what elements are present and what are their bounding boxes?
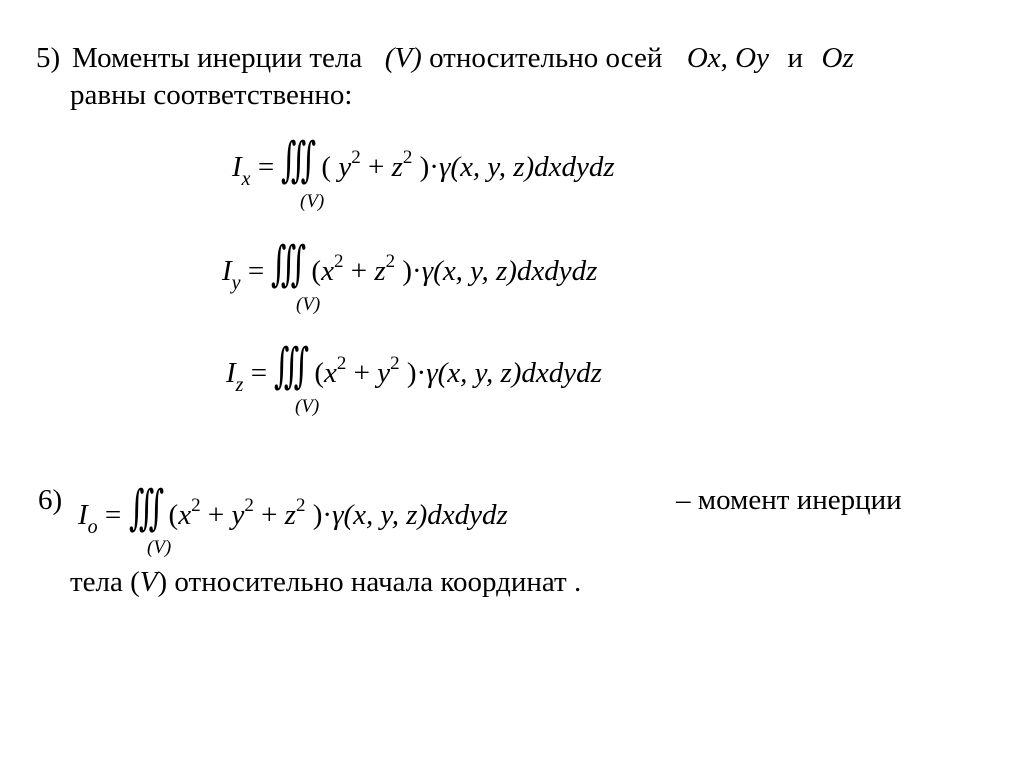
term-a: x: [178, 499, 192, 531]
triple-integral-icon: ∭: [274, 340, 299, 393]
equals-sign: =: [104, 499, 122, 531]
domain-label: (V): [295, 396, 320, 417]
and-word: и: [787, 42, 804, 74]
close-paren: ): [402, 255, 413, 287]
density-args: (x, y, z): [437, 357, 522, 389]
equals-sign: =: [247, 255, 265, 287]
term-c: z: [284, 499, 296, 531]
dot-operator: ·: [416, 357, 427, 389]
moment-symbol: I: [226, 357, 236, 389]
density-args: (x, y, z): [343, 499, 428, 531]
item5-text-a: Моменты инерции тела: [72, 42, 363, 74]
term-b: y: [377, 357, 391, 389]
axis-comma: ,: [720, 42, 728, 74]
close-paren: ): [312, 499, 323, 531]
item5-number: 5): [36, 42, 61, 74]
formula-io: [78, 480, 508, 536]
equals-sign: =: [250, 357, 268, 389]
triple-integral-icon: ∭: [281, 134, 306, 187]
plus-sign: +: [353, 357, 370, 389]
gamma-symbol: γ: [438, 151, 451, 183]
item6-line2: [70, 566, 581, 599]
exp-b: 2: [390, 353, 400, 374]
axis-ox: Ox: [686, 42, 721, 74]
exp-b: 2: [244, 495, 254, 516]
formula-iy: [222, 236, 597, 292]
exp-c: 2: [295, 495, 306, 516]
item5-text-b: относительно осей: [429, 42, 663, 74]
term-a: y: [338, 151, 352, 183]
dot-operator: ·: [429, 151, 439, 183]
open-paren: (: [311, 255, 322, 287]
triple-integral-icon: ∭: [271, 238, 296, 291]
differential: dxdydz: [521, 357, 602, 389]
domain-label: (V): [147, 537, 172, 558]
open-paren: (: [314, 357, 324, 389]
exp-a: 2: [191, 495, 201, 516]
term-b: z: [391, 151, 403, 183]
moment-subscript: o: [87, 516, 98, 538]
open-paren: (: [321, 151, 332, 183]
equals-sign: =: [257, 151, 275, 183]
exp-a: 2: [351, 147, 361, 168]
moment-subscript: x: [241, 168, 251, 190]
differential: dxdydz: [516, 255, 598, 287]
exp-a: 2: [333, 251, 344, 272]
term-a: x: [324, 357, 337, 389]
gamma-symbol: γ: [421, 255, 434, 287]
domain-label: (V): [296, 294, 321, 315]
axis-oz: Oz: [821, 42, 854, 74]
dot-operator: ·: [322, 499, 333, 531]
item6-line2-b: ) относительно начала координат .: [157, 566, 582, 598]
differential: dxdydz: [534, 151, 615, 183]
plus-sign: +: [207, 499, 225, 531]
formula-iz: [226, 338, 602, 394]
exp-b: 2: [385, 251, 396, 272]
item5-line1: [72, 42, 854, 75]
item6-line2-a: тела (: [70, 566, 140, 598]
plus-sign: +: [350, 255, 368, 287]
term-a: x: [321, 255, 334, 287]
gamma-symbol: γ: [332, 499, 344, 531]
exp-b: 2: [402, 147, 413, 168]
exp-a: 2: [336, 353, 347, 374]
formula-ix: [232, 132, 615, 188]
item5-body-v: (V): [384, 42, 422, 74]
item6-body-v: V: [139, 566, 158, 598]
close-paren: ): [419, 151, 430, 183]
plus-sign: +: [367, 151, 385, 183]
differential: dxdydz: [427, 499, 508, 531]
term-b: y: [231, 499, 245, 531]
axis-oy: Oy: [735, 42, 769, 74]
moment-subscript: y: [231, 272, 241, 294]
density-args: (x, y, z): [433, 255, 517, 287]
moment-symbol: I: [232, 151, 242, 183]
item5-line2: равны соответственно:: [70, 79, 353, 111]
open-paren: (: [168, 499, 179, 531]
moment-symbol: I: [78, 499, 88, 531]
item6-tail: – момент инерции: [676, 484, 902, 516]
domain-label: (V): [300, 191, 325, 212]
gamma-symbol: γ: [426, 357, 438, 389]
moment-subscript: z: [235, 374, 244, 396]
density-args: (x, y, z): [450, 151, 535, 183]
close-paren: ): [406, 357, 417, 389]
dot-operator: ·: [412, 255, 422, 287]
item6-number: 6): [38, 484, 63, 516]
term-b: z: [374, 255, 386, 287]
plus-sign: +: [261, 499, 278, 531]
triple-integral-icon: ∭: [128, 482, 153, 535]
moment-symbol: I: [222, 255, 232, 287]
